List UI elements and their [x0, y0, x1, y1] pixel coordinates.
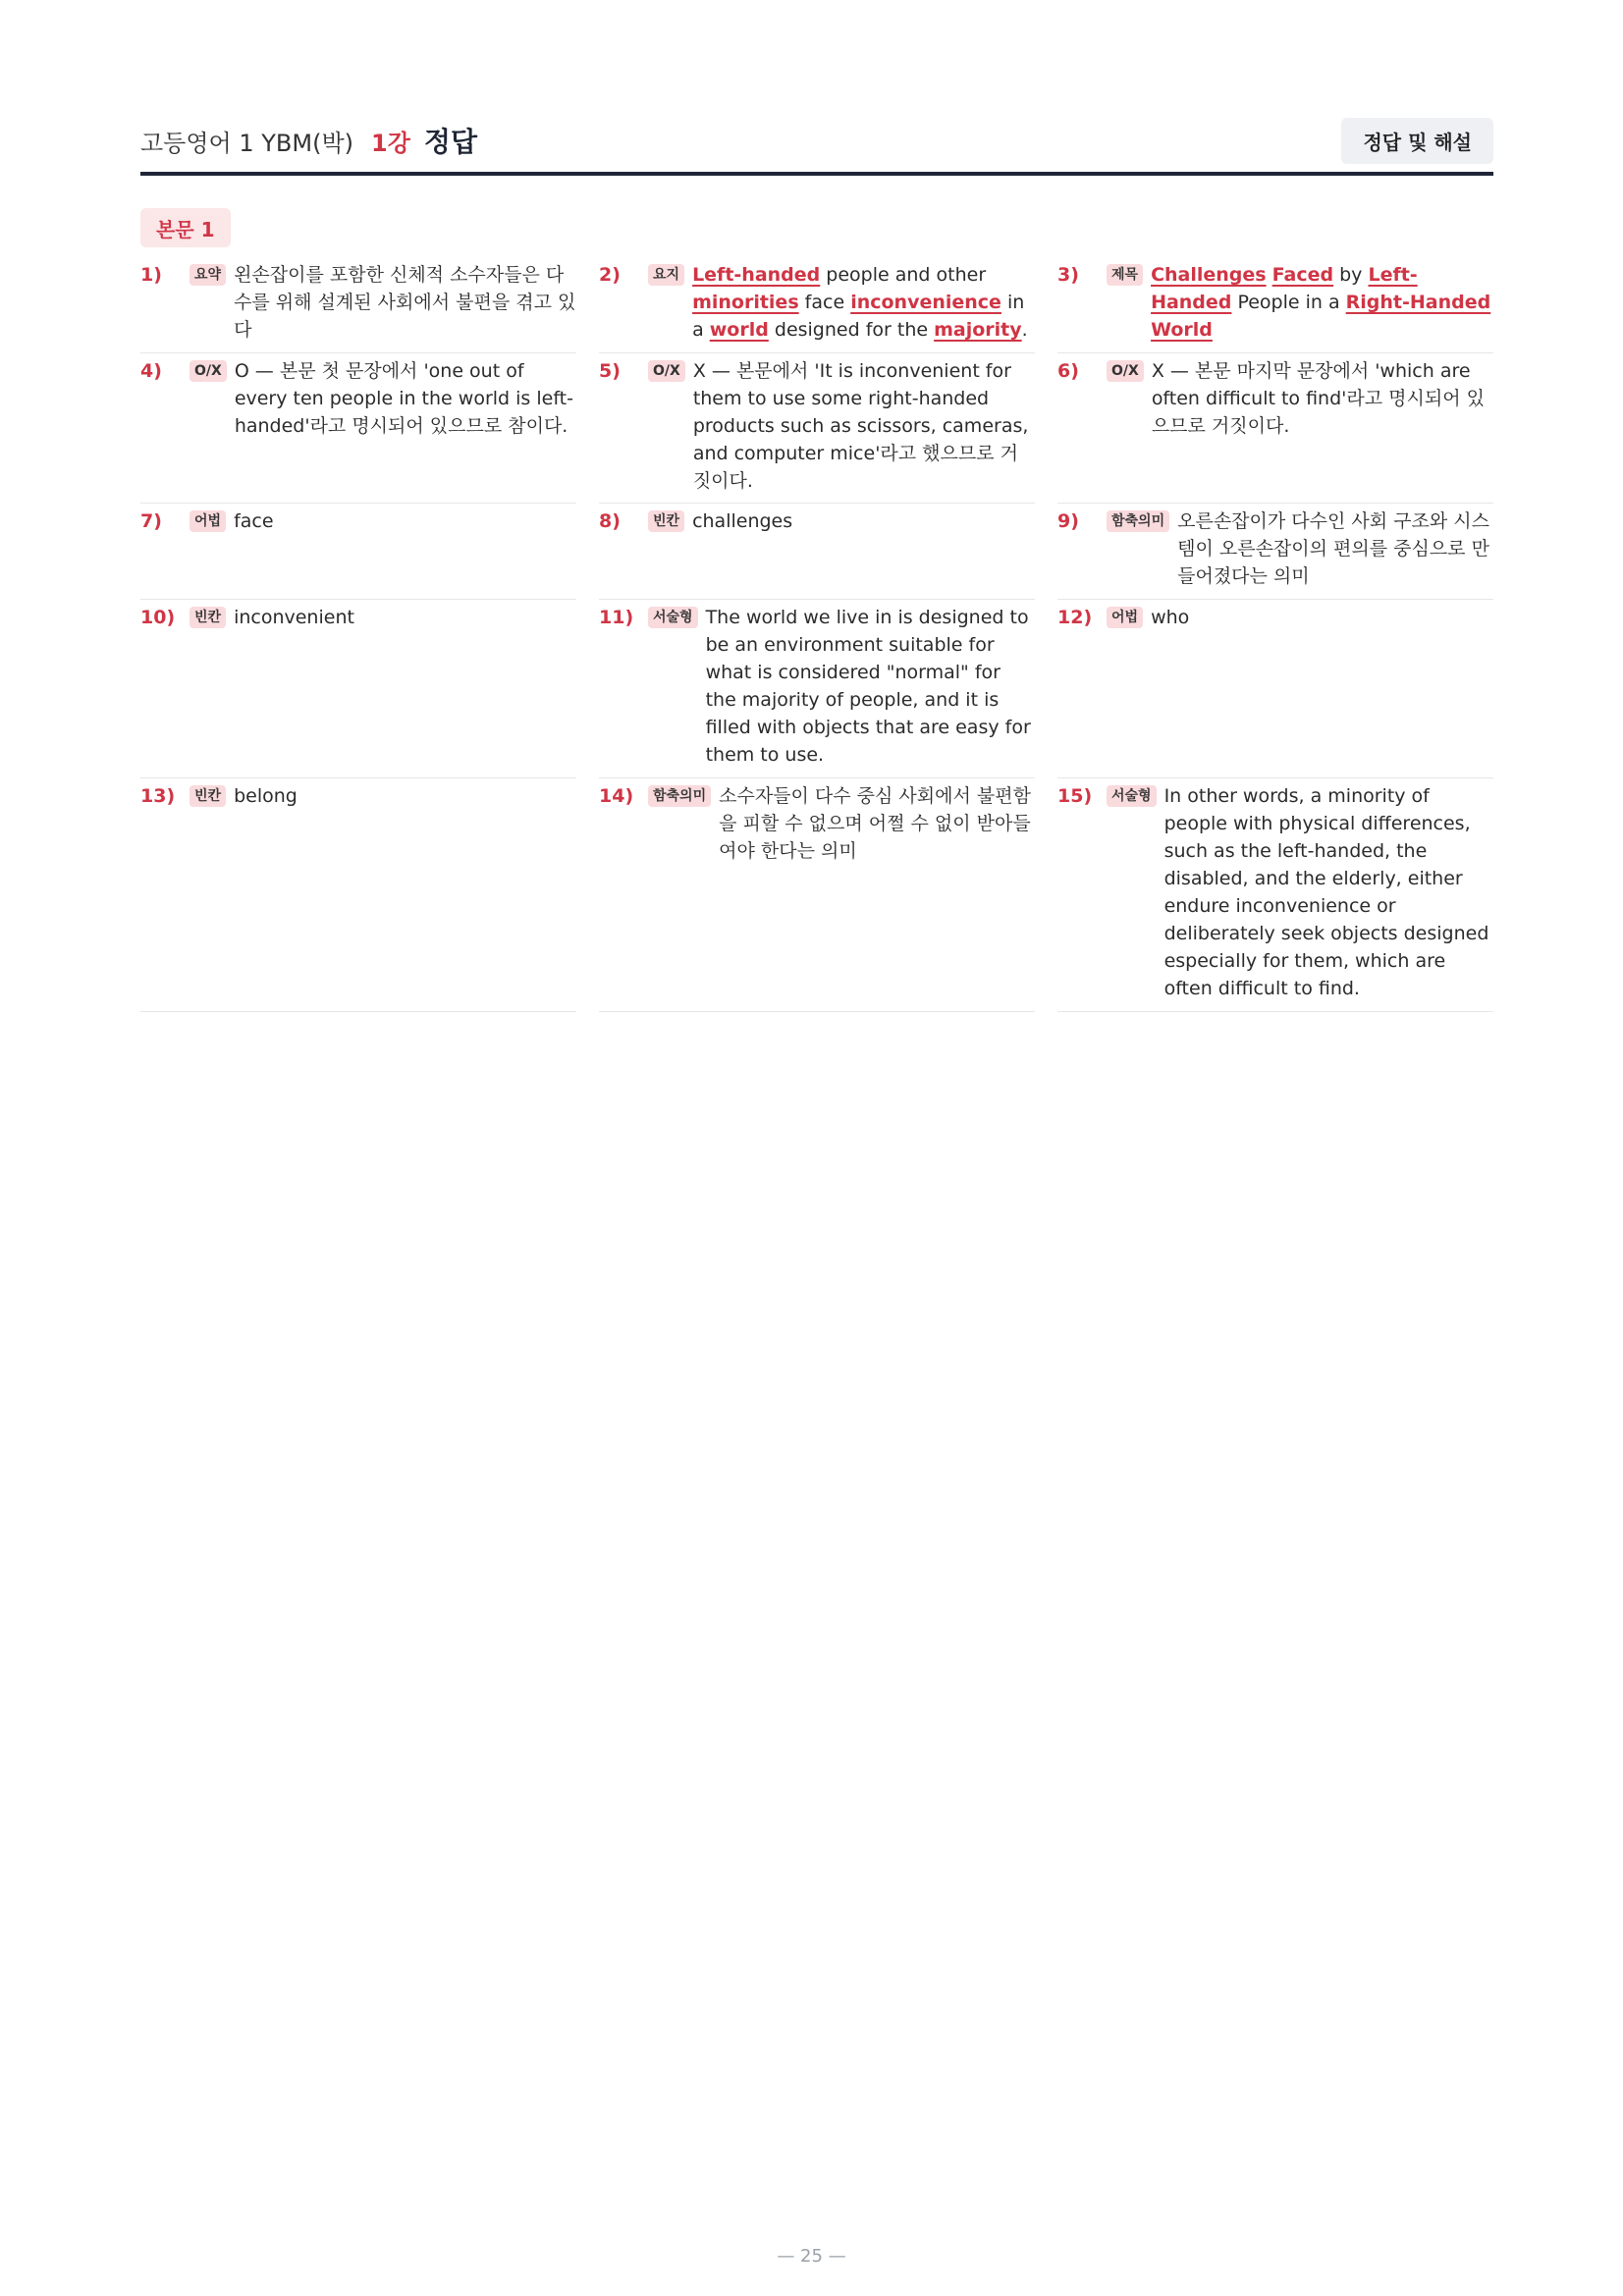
question-number: 13)	[140, 785, 176, 807]
answer-grid	[140, 257, 1493, 1012]
answer-text-segment: belong	[234, 785, 298, 807]
keyword-highlight: Challenges	[1151, 264, 1267, 286]
question-type-tag: O/X	[648, 360, 685, 382]
question-number: 11)	[599, 607, 634, 628]
answer-text-segment: face	[234, 510, 274, 532]
answer-text-segment: X — 본문에서 'It is inconvenient for them to use some right-handed products such as scissors, cameras, and computer mice'라고 했으므로 거짓이다.	[692, 360, 1029, 492]
answer-text	[1164, 782, 1493, 1002]
question-type-tag: O/X	[1107, 360, 1144, 382]
answer-text-segment: inconvenient	[234, 607, 354, 628]
section-tag: 본문 1	[140, 208, 231, 247]
answer-item	[1057, 504, 1493, 600]
book-title: 고등영어 1 YBM(박)	[140, 130, 354, 157]
answer-text	[693, 357, 1035, 495]
question-type-tag: 어법	[189, 510, 226, 532]
question-type-tag: 빈칸	[189, 607, 226, 628]
answer-text	[706, 604, 1035, 769]
page-number: — 25 —	[777, 2246, 846, 2267]
question-number: 8)	[599, 510, 621, 532]
answer-item	[1057, 600, 1493, 778]
keyword-highlight: world	[709, 319, 769, 341]
answer-text	[234, 782, 576, 810]
answer-text-segment: designed for the	[768, 319, 935, 341]
answer-item	[599, 600, 1035, 778]
question-number: 14)	[599, 785, 634, 807]
question-type-tag: 함축의미	[648, 785, 711, 807]
question-number: 9)	[1057, 510, 1079, 532]
question-number: 6)	[1057, 360, 1079, 382]
answer-text-segment: In other words, a minority of people with physical differences, such as the left-handed, the disabled, and the elderly, either endure inconvenience or deliberately seek objects designed especially for them, which are often difficult to find.	[1163, 785, 1489, 999]
question-type-tag: 요지	[648, 264, 684, 286]
answer-item	[140, 504, 576, 600]
header-rule	[140, 172, 1493, 176]
answer-text	[719, 782, 1035, 865]
answer-text-segment: challenges	[692, 510, 793, 532]
answer-text-segment: 오른손잡이가 다수인 사회 구조와 시스템이 오른손잡이의 편의를 중심으로 만들어졌다는 의미	[1177, 510, 1489, 587]
answer-item	[140, 778, 576, 1012]
answer-text-segment: O — 본문 첫 문장에서 'one out of every ten people in the world is left-handed'라고 명시되어 있으므로 참이다.	[234, 360, 573, 437]
answer-text	[235, 357, 576, 440]
answer-text	[234, 507, 576, 535]
question-number: 12)	[1057, 607, 1093, 628]
answers-explanations-badge: 정답 및 해설	[1341, 118, 1493, 164]
question-type-tag: 요약	[189, 264, 226, 286]
keyword-highlight: majority	[934, 319, 1022, 341]
lesson-number: 1강	[371, 130, 410, 157]
answer-text-segment: People in a	[1231, 292, 1346, 313]
question-number: 3)	[1057, 264, 1079, 286]
answer-text-segment: The world we live in is designed to be an environment suitable for what is considered "normal" for the majority of people, and it is filled with objects that are easy for them to use.	[705, 607, 1031, 766]
header-title-group	[140, 121, 477, 160]
question-type-tag: O/X	[189, 360, 227, 382]
keyword-highlight: World	[1151, 319, 1213, 341]
question-number: 2)	[599, 264, 621, 286]
keyword-highlight: inconvenience	[850, 292, 1001, 313]
answer-text	[1177, 507, 1493, 590]
keyword-highlight: minorities	[692, 292, 799, 313]
answer-text-segment: 왼손잡이를 포함한 신체적 소수자들은 다수를 위해 설계된 사회에서 불편을 겪고 있다	[234, 264, 576, 341]
answer-item	[599, 353, 1035, 504]
answer-text-segment: .	[1021, 319, 1028, 341]
question-number: 7)	[140, 510, 162, 532]
answer-item	[140, 353, 576, 504]
question-number: 15)	[1057, 785, 1093, 807]
question-type-tag: 서술형	[1107, 785, 1157, 807]
question-type-tag: 어법	[1107, 607, 1143, 628]
answer-item	[1057, 257, 1493, 353]
answer-text-segment: 소수자들이 다수 중심 사회에서 불편함을 피할 수 없으며 어쩔 수 없이 받아들여야 한다는 의미	[719, 785, 1031, 862]
keyword-highlight: Faced	[1271, 264, 1334, 286]
answer-item	[599, 778, 1035, 1012]
answer-text	[692, 507, 1035, 535]
answer-text	[1151, 604, 1493, 631]
keyword-highlight: Left-handed	[692, 264, 821, 286]
answer-text-segment: X — 본문 마지막 문장에서 'which are often difficult to find'라고 명시되어 있으므로 거짓이다.	[1151, 360, 1485, 437]
page-header	[140, 116, 1493, 165]
answer-text-segment: people and other	[820, 264, 987, 286]
answer-item	[599, 504, 1035, 600]
keyword-highlight: Right-Handed	[1345, 292, 1491, 313]
answer-text	[234, 261, 576, 344]
answer-text-segment: in a	[692, 292, 1025, 341]
question-type-tag: 빈칸	[648, 510, 684, 532]
answer-text	[692, 261, 1035, 344]
answer-text-segment: by	[1333, 264, 1369, 286]
answer-item	[140, 600, 576, 778]
page-title: 정답	[423, 126, 478, 158]
answer-text	[234, 604, 576, 631]
answer-item	[140, 257, 576, 353]
question-type-tag: 함축의미	[1107, 510, 1169, 532]
answer-item	[1057, 353, 1493, 504]
question-number: 5)	[599, 360, 621, 382]
question-number: 1)	[140, 264, 162, 286]
answer-text	[1151, 261, 1493, 344]
answer-text	[1152, 357, 1493, 440]
answer-item	[599, 257, 1035, 353]
answer-text-segment: face	[798, 292, 851, 313]
question-type-tag: 빈칸	[189, 785, 226, 807]
question-type-tag: 제목	[1107, 264, 1143, 286]
answer-text-segment: who	[1151, 607, 1190, 628]
keyword-highlight: Left-Handed	[1151, 264, 1418, 313]
question-number: 4)	[140, 360, 162, 382]
answer-item	[1057, 778, 1493, 1012]
question-number: 10)	[140, 607, 176, 628]
question-type-tag: 서술형	[648, 607, 698, 628]
